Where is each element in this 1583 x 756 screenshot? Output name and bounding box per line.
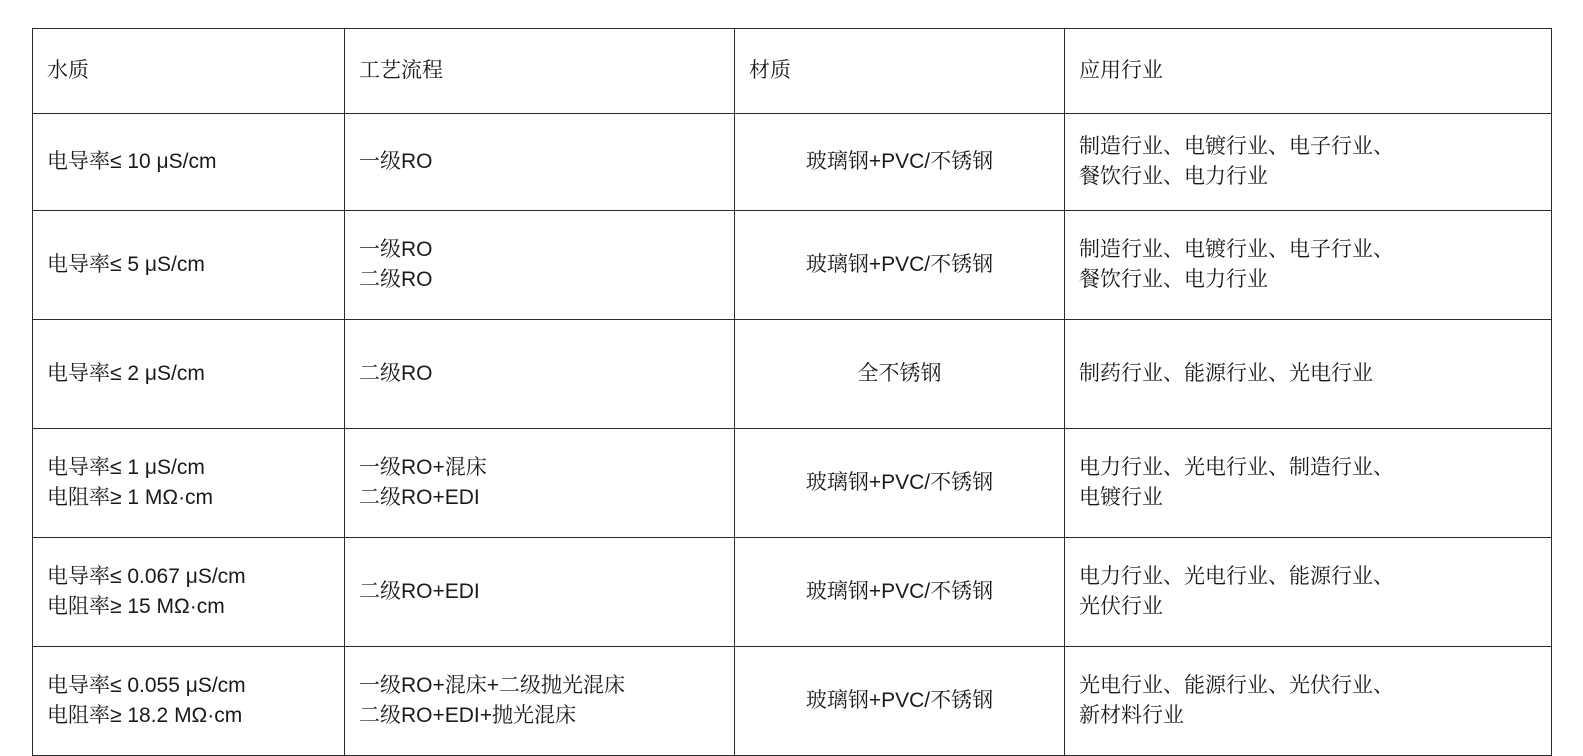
table-row xyxy=(33,114,1552,211)
cell-process xyxy=(345,647,735,756)
process-line: 二级RO+EDI+抛光混床 xyxy=(359,704,577,727)
quality-line: 电导率≤ 5 μS/cm xyxy=(47,252,205,276)
cell-process xyxy=(345,538,735,647)
industry-line: 光伏行业 xyxy=(1079,595,1163,618)
industry-line: 制造行业、电镀行业、电子行业、 xyxy=(1079,237,1394,261)
quality-line: 电导率≤ 0.067 μS/cm xyxy=(47,564,246,588)
industry-line: 电力行业、光电行业、能源行业、 xyxy=(1079,564,1394,588)
process-line: 一级RO xyxy=(359,237,433,261)
cell-industry xyxy=(1065,114,1552,211)
cell-process xyxy=(345,211,735,320)
industry-line: 餐饮行业、电力行业 xyxy=(1079,268,1268,291)
cell-water-quality xyxy=(33,320,345,429)
cell-water-quality xyxy=(33,211,345,320)
cell-industry xyxy=(1065,211,1552,320)
industry-line: 制造行业、电镀行业、电子行业、 xyxy=(1079,134,1394,158)
cell-material: 全不锈钢 xyxy=(735,320,1065,429)
quality-line: 电导率≤ 2 μS/cm xyxy=(47,361,205,385)
cell-process xyxy=(345,114,735,211)
quality-line: 电阻率≥ 1 MΩ·cm xyxy=(47,486,214,509)
table-row xyxy=(33,647,1552,756)
industry-line: 光电行业、能源行业、光伏行业、 xyxy=(1079,673,1394,697)
quality-line: 电阻率≥ 15 MΩ·cm xyxy=(47,595,225,618)
cell-water-quality xyxy=(33,538,345,647)
process-line: 二级RO xyxy=(359,268,433,291)
cell-industry xyxy=(1065,538,1552,647)
cell-material: 玻璃钢+PVC/不锈钢 xyxy=(735,538,1065,647)
cell-water-quality xyxy=(33,647,345,756)
column-header-water-quality: 水质 xyxy=(33,29,345,114)
cell-material: 玻璃钢+PVC/不锈钢 xyxy=(735,114,1065,211)
process-line: 一级RO+混床+二级抛光混床 xyxy=(359,673,626,697)
industry-line: 餐饮行业、电力行业 xyxy=(1079,165,1268,188)
table-body xyxy=(33,114,1552,756)
industry-line: 电力行业、光电行业、制造行业、 xyxy=(1079,455,1394,479)
column-header-process: 工艺流程 xyxy=(345,29,735,114)
industry-line: 电镀行业 xyxy=(1079,486,1163,509)
cell-material: 玻璃钢+PVC/不锈钢 xyxy=(735,647,1065,756)
quality-line: 电导率≤ 0.055 μS/cm xyxy=(47,673,246,697)
cell-industry xyxy=(1065,647,1552,756)
column-header-material: 材质 xyxy=(735,29,1065,114)
cell-industry xyxy=(1065,429,1552,538)
cell-process xyxy=(345,320,735,429)
table-header xyxy=(33,29,1552,114)
cell-material: 玻璃钢+PVC/不锈钢 xyxy=(735,429,1065,538)
cell-process xyxy=(345,429,735,538)
cell-material: 玻璃钢+PVC/不锈钢 xyxy=(735,211,1065,320)
process-line: 一级RO xyxy=(359,149,433,173)
table-row xyxy=(33,211,1552,320)
table-row xyxy=(33,538,1552,647)
cell-water-quality xyxy=(33,429,345,538)
quality-line: 电导率≤ 1 μS/cm xyxy=(47,455,205,479)
process-line: 一级RO+混床 xyxy=(359,455,487,479)
process-line: 二级RO+EDI xyxy=(359,579,480,603)
table-row xyxy=(33,429,1552,538)
table-header-row xyxy=(33,29,1552,114)
quality-line: 电导率≤ 10 μS/cm xyxy=(47,149,217,173)
table-row xyxy=(33,320,1552,429)
industry-line: 新材料行业 xyxy=(1079,704,1184,727)
column-header-industry: 应用行业 xyxy=(1065,29,1552,114)
process-line: 二级RO xyxy=(359,361,433,385)
industry-line: 制药行业、能源行业、光电行业 xyxy=(1079,361,1373,385)
water-quality-spec-table xyxy=(32,28,1552,756)
quality-line: 电阻率≥ 18.2 MΩ·cm xyxy=(47,704,243,727)
cell-water-quality xyxy=(33,114,345,211)
cell-industry xyxy=(1065,320,1552,429)
process-line: 二级RO+EDI xyxy=(359,486,480,509)
